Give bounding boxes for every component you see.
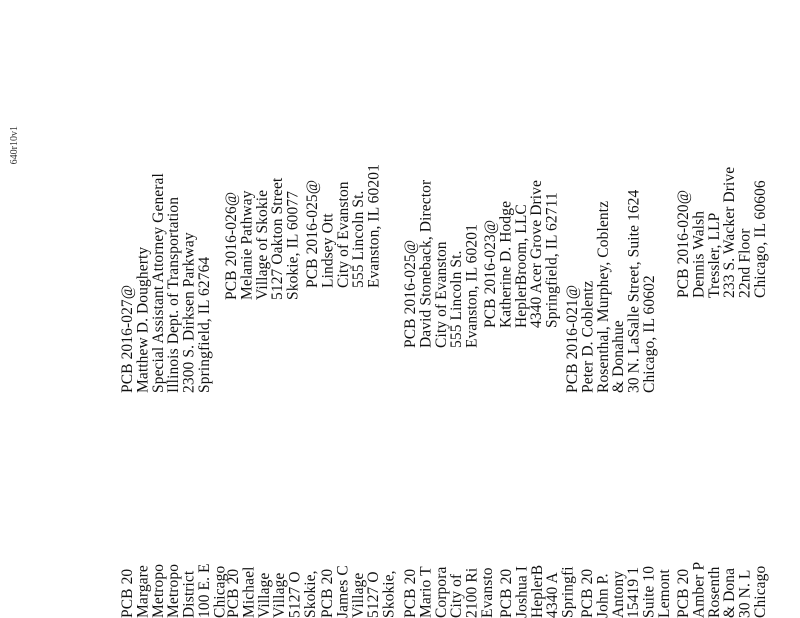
city-line: Evansto xyxy=(479,567,497,618)
city-line: Springfield, IL 62764 xyxy=(196,256,214,393)
address-block xyxy=(305,138,382,288)
recipient-name: Amber P xyxy=(690,561,708,618)
recipient-org: Rosenthal, Murphey, Coblentz xyxy=(594,200,612,393)
city-line: Evanston, IL 60201 xyxy=(365,164,383,288)
address-block-truncated xyxy=(320,545,397,618)
recipient-org-cont: & Donahue xyxy=(610,320,628,393)
address-block-truncated xyxy=(120,545,228,618)
address-block-truncated xyxy=(403,545,495,618)
recipient-name: John P. xyxy=(594,573,612,618)
recipient-org: HeplerBroom, LLC xyxy=(512,204,530,328)
recipient-org: Metropo xyxy=(165,563,183,618)
address-line: 555 Lincoln St. xyxy=(448,250,466,348)
recipient-org: City of Evanston xyxy=(334,181,352,288)
recipient-org: Village xyxy=(271,572,289,618)
recipient-org: City of xyxy=(448,573,466,618)
address-line: 5127 Oakton Street xyxy=(269,177,287,300)
address-block xyxy=(120,138,212,393)
address-line: 4340 Acer Grove Drive xyxy=(528,179,546,328)
recipient-name: Melanie Pathway xyxy=(238,190,256,300)
address-line: 233 S. Wacker Drive xyxy=(721,166,739,298)
address-line: 15419 1 xyxy=(625,566,643,618)
address-block-truncated xyxy=(676,545,768,618)
city-line: Skokie, IL 60077 xyxy=(284,190,302,300)
address-block xyxy=(403,138,480,348)
recipient-title: Metropo xyxy=(149,563,167,618)
address-line: 2300 S. Dirksen Parkway xyxy=(180,232,198,393)
address-block xyxy=(224,138,301,300)
city-line: Skokie, xyxy=(302,570,320,618)
recipient-name: Margare xyxy=(134,565,152,618)
recipient-name: Katherine D. Hodge xyxy=(497,200,515,328)
city-line: Chicago xyxy=(211,565,229,618)
case-number: PCB 2016-025@ xyxy=(304,179,321,288)
address-line-2: 22nd Floor xyxy=(736,228,754,298)
case-number: PCB 20 xyxy=(225,568,242,618)
city-line: Lemont xyxy=(656,569,674,618)
recipient-title: Special Assistant Attorney General xyxy=(149,173,167,393)
case-number: PCB 2016-021@ xyxy=(564,284,581,393)
address-line: 5127 O xyxy=(286,571,304,618)
address-line-2: Suite 10 xyxy=(640,565,658,618)
city-line: Chicago, IL 60602 xyxy=(641,275,659,393)
recipient-org: City of Evanston xyxy=(432,241,450,348)
recipient-org-cont: District xyxy=(180,570,198,618)
recipient-org: Antony xyxy=(609,570,627,618)
case-number: PCB 20 xyxy=(119,568,136,618)
case-number: PCB 20 xyxy=(675,568,692,618)
address-block-truncated xyxy=(499,545,576,618)
recipient-name: James C xyxy=(334,565,352,618)
case-number: PCB 2016-020@ xyxy=(675,189,692,298)
document-id: 640r10v1 xyxy=(9,126,20,165)
case-number: PCB 2016-025@ xyxy=(402,239,419,348)
case-number: PCB 2016-027@ xyxy=(119,284,136,393)
address-line: 2100 Ri xyxy=(463,567,481,618)
case-number: PCB 2016-026@ xyxy=(223,191,240,300)
recipient-title: Corpora xyxy=(432,566,450,618)
recipient-name: Mario T xyxy=(417,566,435,618)
case-number: PCB 2016-023@ xyxy=(482,219,499,328)
case-number: PCB 20 xyxy=(498,568,515,618)
recipient-org: Tressler, LLP xyxy=(705,212,723,298)
recipient-name: David Stoneback, Director xyxy=(417,179,435,348)
recipient-org: Village xyxy=(349,572,367,618)
address-block xyxy=(483,138,560,328)
case-number: PCB 20 xyxy=(402,568,419,618)
recipient-name: Joshua I xyxy=(513,565,531,618)
city-line: Springfield, IL 62711 xyxy=(543,192,561,328)
address-block xyxy=(565,138,657,393)
address-block-truncated xyxy=(226,545,318,618)
address-line: 100 E. E xyxy=(196,563,214,618)
recipient-org-cont: & Dona xyxy=(721,567,739,618)
address-line: 30 N. L xyxy=(736,569,754,618)
recipient-name: Dennis Walsh xyxy=(690,210,708,298)
city-line: Springfi xyxy=(559,566,577,618)
address-line: 555 Lincoln St. xyxy=(350,190,368,288)
case-number: PCB 20 xyxy=(319,568,336,618)
recipient-name: Matthew D. Dougherty xyxy=(134,246,152,393)
recipient-name: Lindsey Ott xyxy=(319,213,337,288)
address-line: 30 N. LaSalle Street, Suite 1624 xyxy=(625,189,643,393)
recipient-name: Peter D. Coblentz xyxy=(579,280,597,393)
address-block-truncated xyxy=(580,545,672,618)
recipient-org: HeplerB xyxy=(528,564,546,618)
city-line: Evanston, IL 60201 xyxy=(463,224,481,348)
recipient-org: Illinois Dept. of Transportation xyxy=(165,196,183,393)
recipient-title: Village xyxy=(255,572,273,618)
address-block xyxy=(676,138,768,298)
city-line: Chicago, IL 60606 xyxy=(752,180,770,298)
recipient-org: Rosenth xyxy=(705,566,723,618)
address-line: 5127 O xyxy=(365,571,383,618)
recipient-name: Michael xyxy=(240,566,258,618)
city-line: Skokie, xyxy=(380,570,398,618)
address-line: 4340 A xyxy=(544,572,562,618)
city-line: Chicago xyxy=(752,565,770,618)
recipient-org: Village of Skokie xyxy=(253,189,271,300)
case-number: PCB 20 xyxy=(579,568,596,618)
